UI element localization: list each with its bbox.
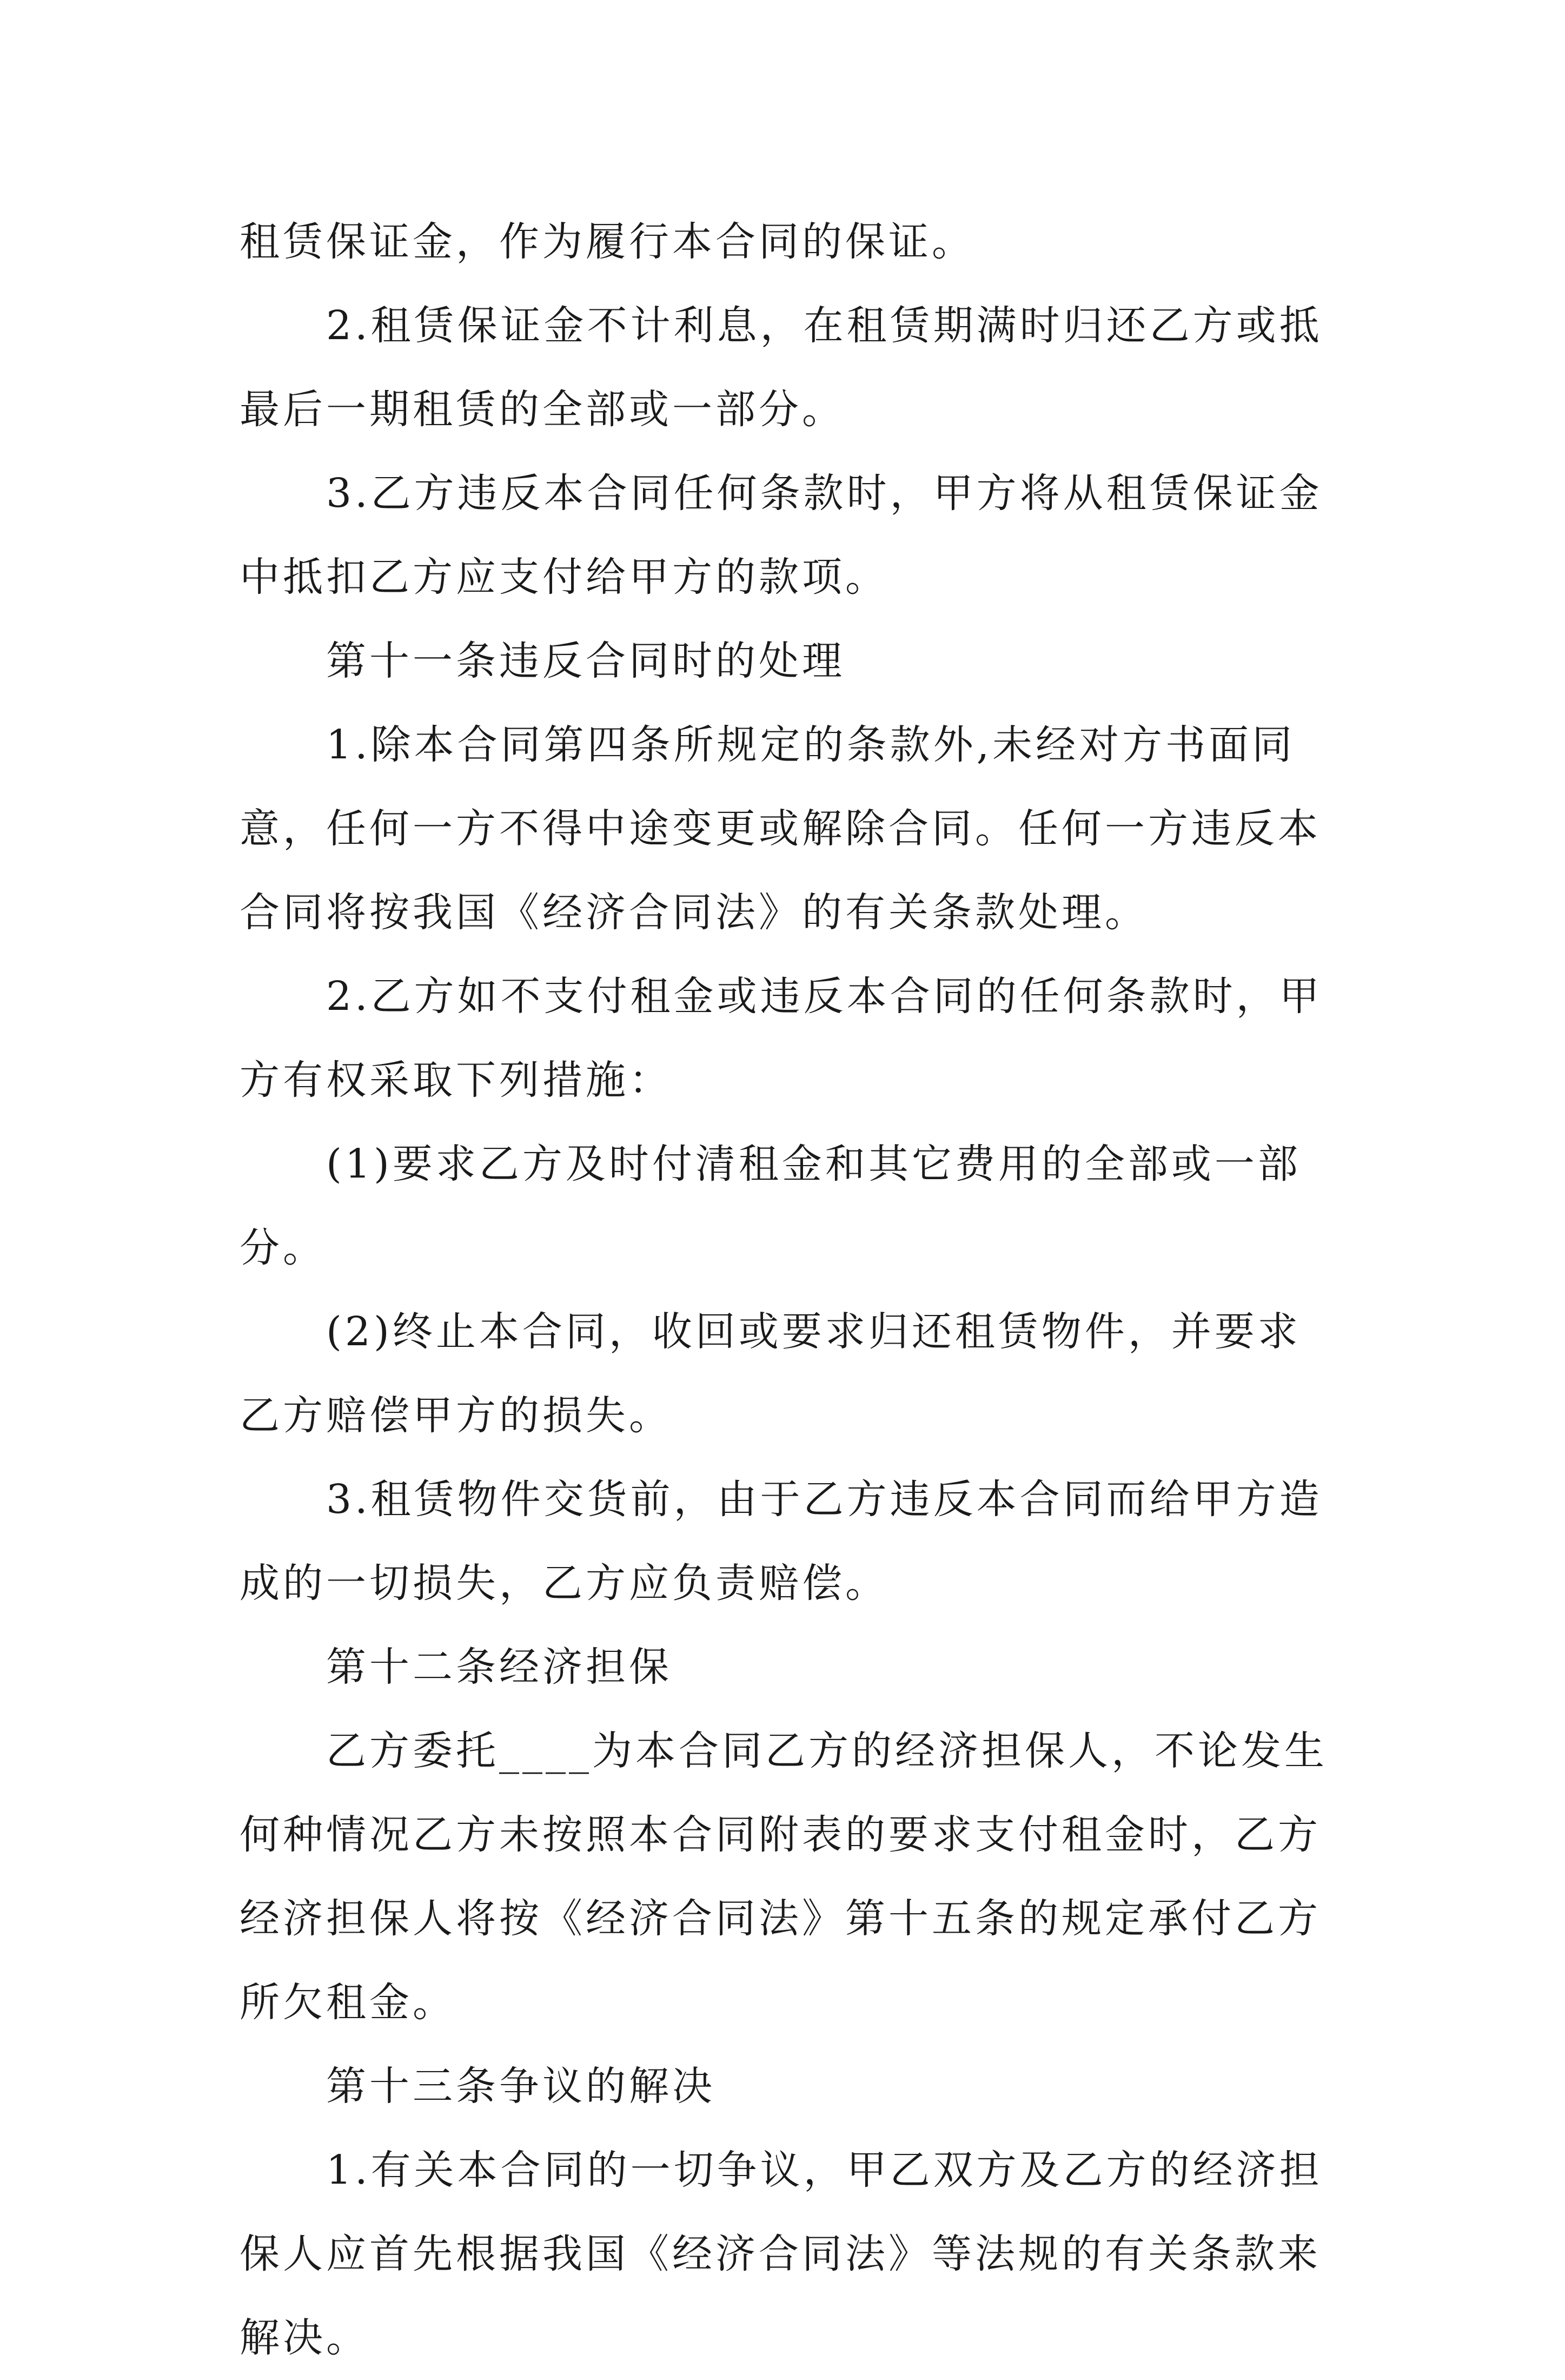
paragraph: 1.有关本合同的一切争议，甲乙双方及乙方的经济担保人应首先根据我国《经济合同法》等法规的有关条款来解决。	[240, 2147, 1323, 2361]
section-heading: 第十一条违反合同时的处理	[326, 638, 845, 684]
paragraph: 2.乙方如不支付租金或违反本合同的任何条款时，甲方有权采取下列措施：	[240, 973, 1323, 1103]
paragraph: 2.租赁保证金不计利息，在租赁期满时归还乙方或抵最后一期租赁的全部或一部分。	[240, 302, 1323, 433]
list-item: (2)终止本合同，收回或要求归还租赁物件，并要求乙方赔偿甲方的损失。	[240, 1308, 1301, 1439]
paragraph: 租赁保证金，作为履行本合同的保证。	[240, 219, 975, 265]
list-item: (1)要求乙方及时付清租金和其它费用的全部或一部分。	[240, 1141, 1301, 1271]
section-heading: 第十二条经济担保	[326, 1644, 672, 1690]
paragraph: 3.租赁物件交货前，由于乙方违反本合同而给甲方造成的一切损失，乙方应负责赔偿。	[240, 1476, 1323, 1606]
section-heading: 第十三条争议的解决	[326, 2063, 715, 2110]
paragraph: 3.乙方违反本合同任何条款时，甲方将从租赁保证金中抵扣乙方应支付给甲方的款项。	[240, 470, 1323, 600]
paragraph: 乙方委托____为本合同乙方的经济担保人，不论发生何种情况乙方未按照本合同附表的要求支付租金时，乙方经济担保人将按《经济合同法》第十五条的规定承付乙方所欠租金。	[240, 1728, 1328, 2026]
paragraph: 1.除本合同第四条所规定的条款外,未经对方书面同意，任何一方不得中途变更或解除合同。任何一方违反本合同将按我国《经济合同法》的有关条款处理。	[240, 722, 1321, 936]
document-body	[240, 200, 1339, 2380]
